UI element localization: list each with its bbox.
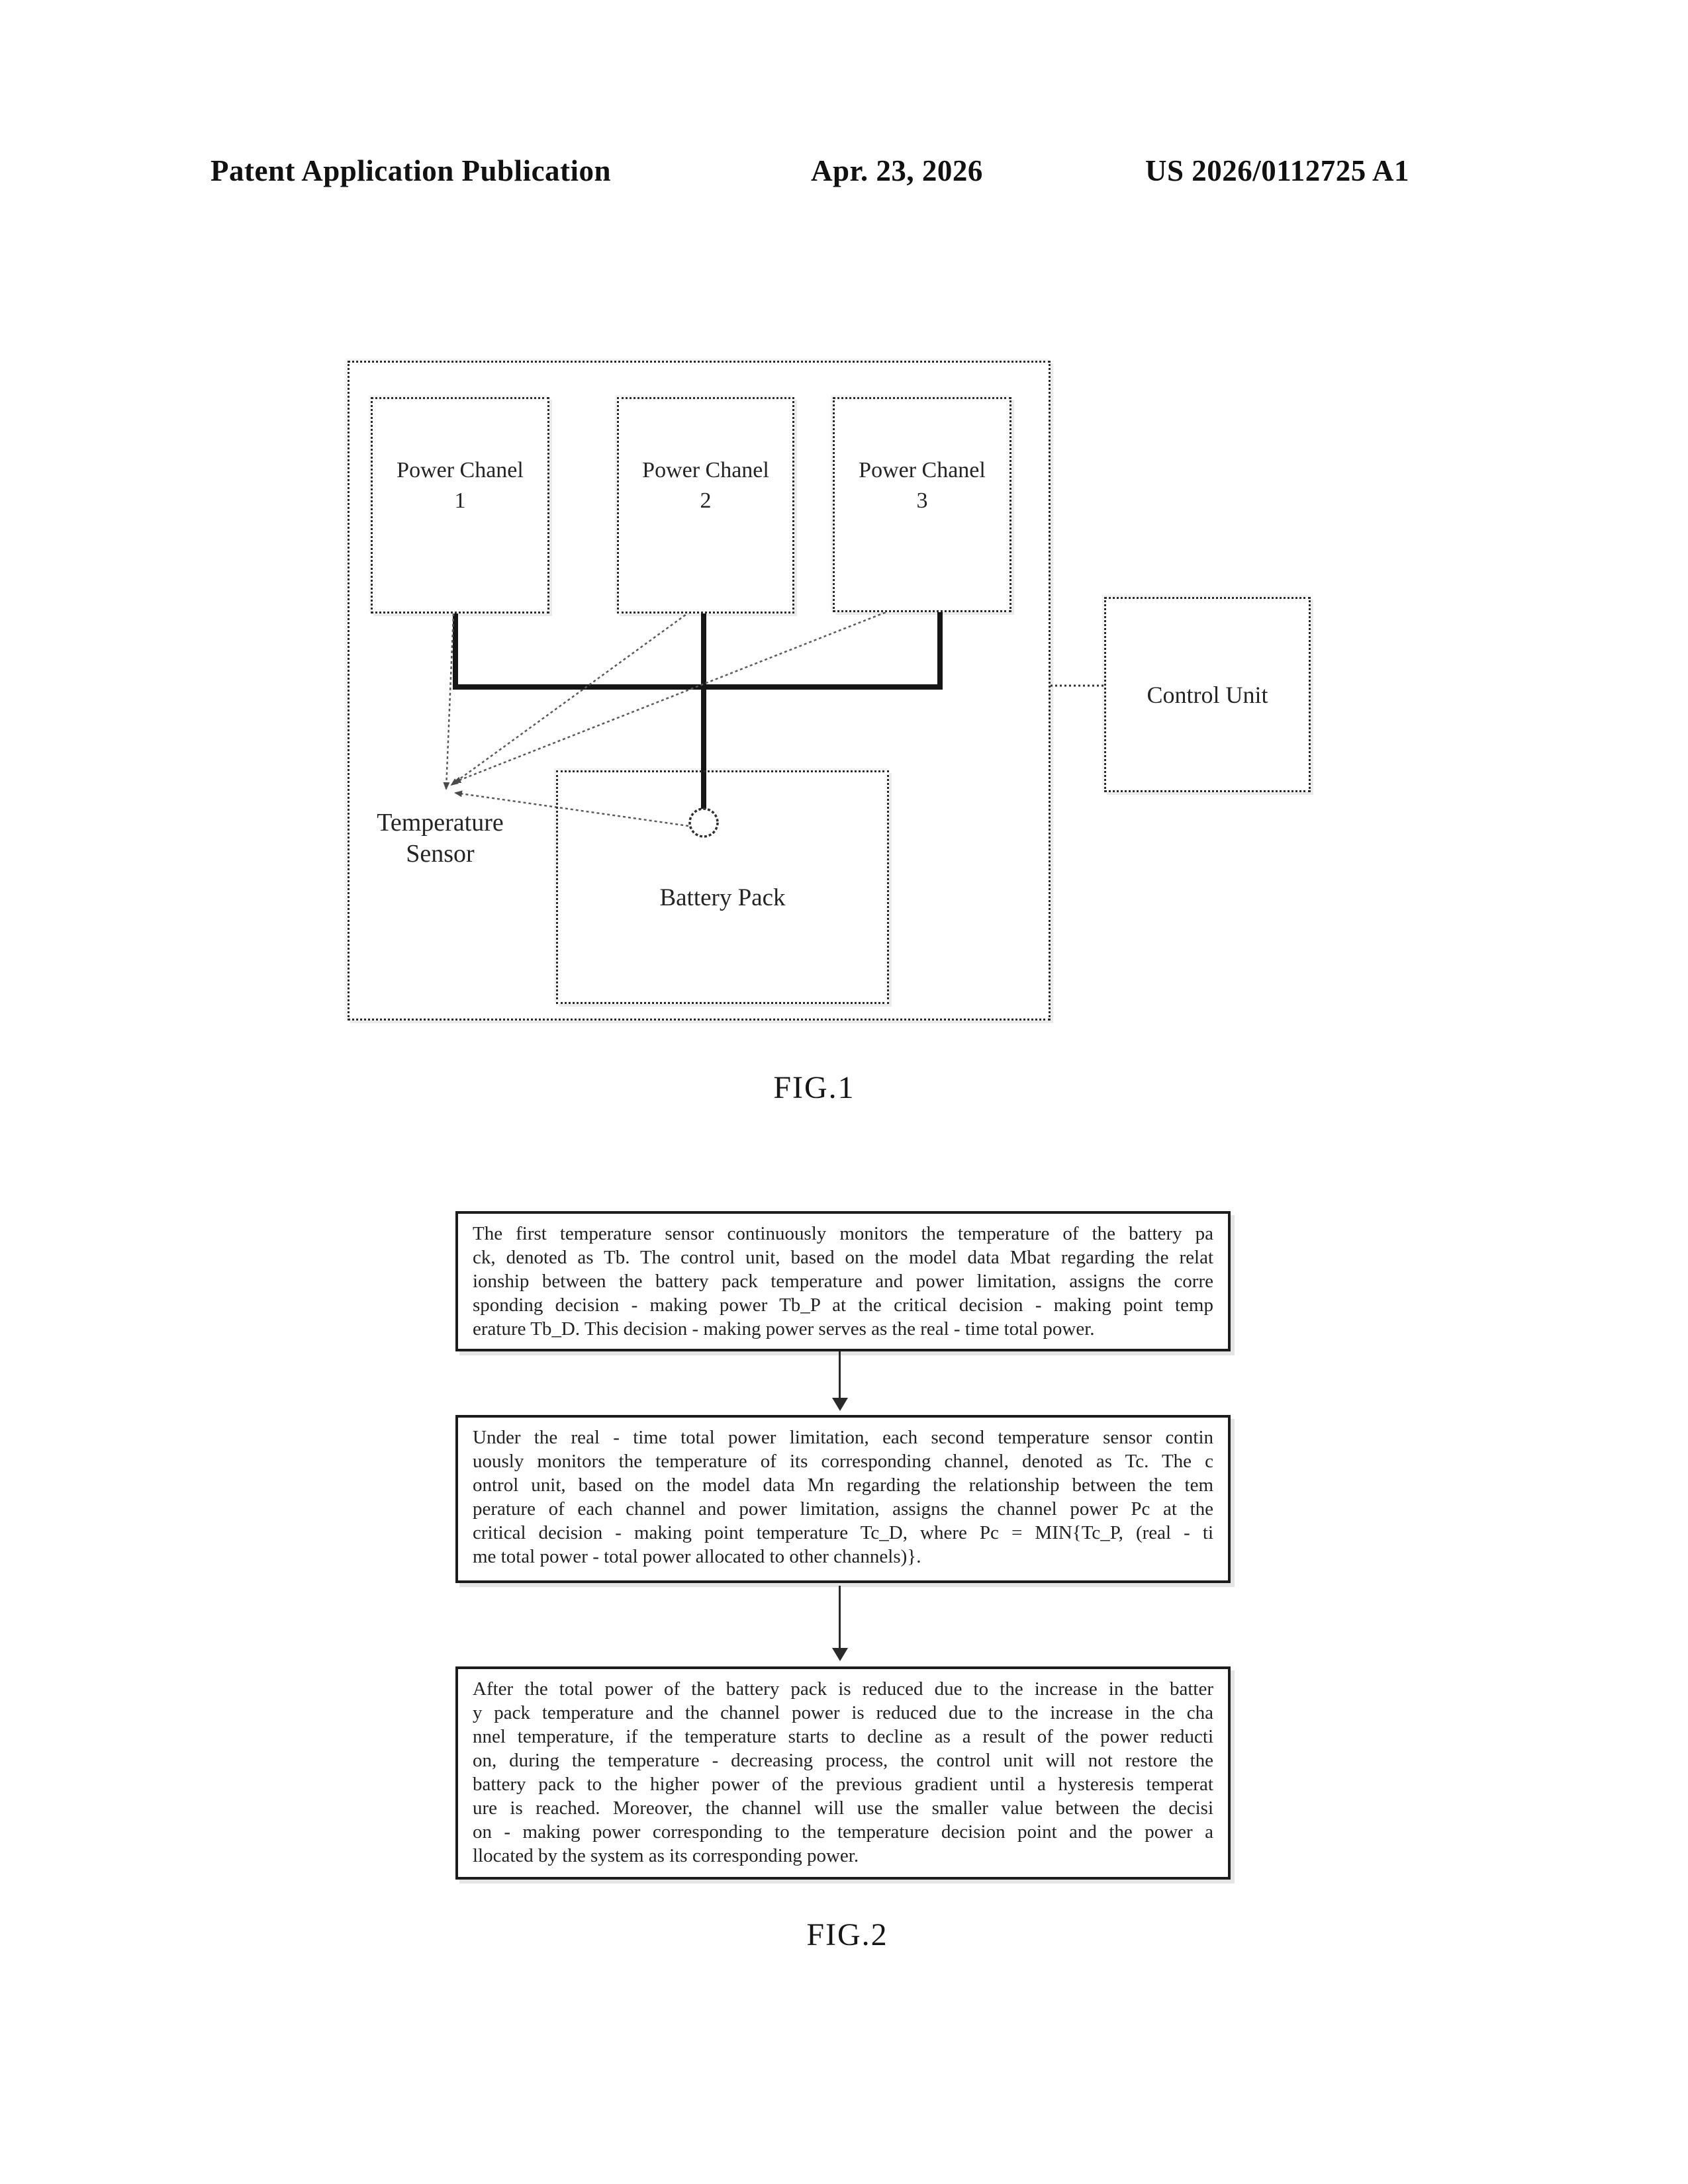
power-channel-1-label: Power Chanel 1: [397, 458, 524, 513]
step1-text-line: ck, denoted as Tb. The control unit, based on the model data Mbat regarding the relat: [473, 1247, 1213, 1268]
header-publication-number: US 2026/0112725 A1: [1145, 154, 1410, 187]
control-unit-box: [1104, 597, 1311, 792]
sensor-line-channel1: [446, 598, 454, 789]
step3-text-line: battery pack to the higher power of the previous gradient until a hysteresis temperat: [473, 1774, 1213, 1795]
power-channel-1-box: [371, 397, 549, 614]
step3-text-line: y pack temperature and the channel power is reduced due to the increase in the cha: [473, 1702, 1213, 1723]
step1-text-line: ionship between the battery pack temperature and power limitation, assigns the corre: [473, 1271, 1213, 1292]
step1-text-line: erature Tb_D. This decision - making power serves as the real - time total power.: [473, 1318, 1095, 1340]
step3-text-line: on, during the temperature - decreasing process, the control unit will not restore the: [473, 1750, 1213, 1771]
flow-arrow-2-line: [839, 1586, 841, 1649]
control-unit-label: Control Unit: [1147, 681, 1268, 708]
step2-text-line: uously monitors the temperature of its corresponding channel, denoted as Tc. The c: [473, 1451, 1213, 1472]
step2-text-line: perature of each channel and power limitation, assigns the channel power Pc at the: [473, 1498, 1213, 1520]
flow-arrow-1-line: [839, 1351, 841, 1399]
step3-text-line: After the total power of the battery pack is reduced due to the increase in the batter: [473, 1678, 1213, 1700]
sensor-line-channel2: [451, 606, 698, 785]
power-channel-3-box: [833, 397, 1011, 612]
power-channel-2-label: Power Chanel 2: [642, 458, 769, 513]
flowchart-step-1-box: [455, 1211, 1231, 1351]
step1-text-line: sponding decision - making power Tb_P at the critical decision - making point temp: [473, 1295, 1213, 1316]
power-channel-2-box: [617, 397, 794, 614]
flowchart-step-3-box: [455, 1666, 1231, 1880]
step1-text-line: The first temperature sensor continuously monitors the temperature of the battery pa: [473, 1223, 1213, 1244]
step3-text-line: on - making power corresponding to the temperature decision point and the power a: [473, 1821, 1213, 1843]
flowchart-step-2-box: [455, 1415, 1231, 1583]
step3-text-line: llocated by the system as its corresponding power.: [473, 1845, 859, 1866]
flow-arrow-1-head: [832, 1398, 848, 1411]
step2-text-line: Under the real - time total power limitation, each second temperature sensor contin: [473, 1427, 1213, 1448]
step3-text-line: ure is reached. Moreover, the channel will use the smaller value between the decisi: [473, 1797, 1213, 1819]
flow-arrow-2-head: [832, 1648, 848, 1661]
step2-text-line: critical decision - making point temperature Tc_D, where Pc = MIN{Tc_P, (real - ti: [473, 1522, 1213, 1543]
step2-text-line: ontrol unit, based on the model data Mn regarding the relationship between the tem: [473, 1475, 1213, 1496]
battery-pack-label: Battery Pack: [659, 884, 786, 911]
step3-text-line: nnel temperature, if the temperature starts to decline as a result of the power reducti: [473, 1726, 1213, 1747]
header-publication-date: Apr. 23, 2026: [811, 154, 983, 187]
fig1-caption: FIG.1: [773, 1070, 855, 1105]
header-publication-title: Patent Application Publication: [211, 154, 612, 187]
fig1-diagram: [331, 344, 1337, 1046]
step2-text-line: me total power - total power allocated to other channels)}.: [473, 1546, 921, 1567]
battery-pack-box: [556, 770, 889, 1004]
temperature-sensor-label: Temperature Sensor: [377, 809, 504, 868]
power-channel-3-label: Power Chanel 3: [859, 458, 986, 513]
fig2-caption: FIG.2: [806, 1917, 888, 1952]
